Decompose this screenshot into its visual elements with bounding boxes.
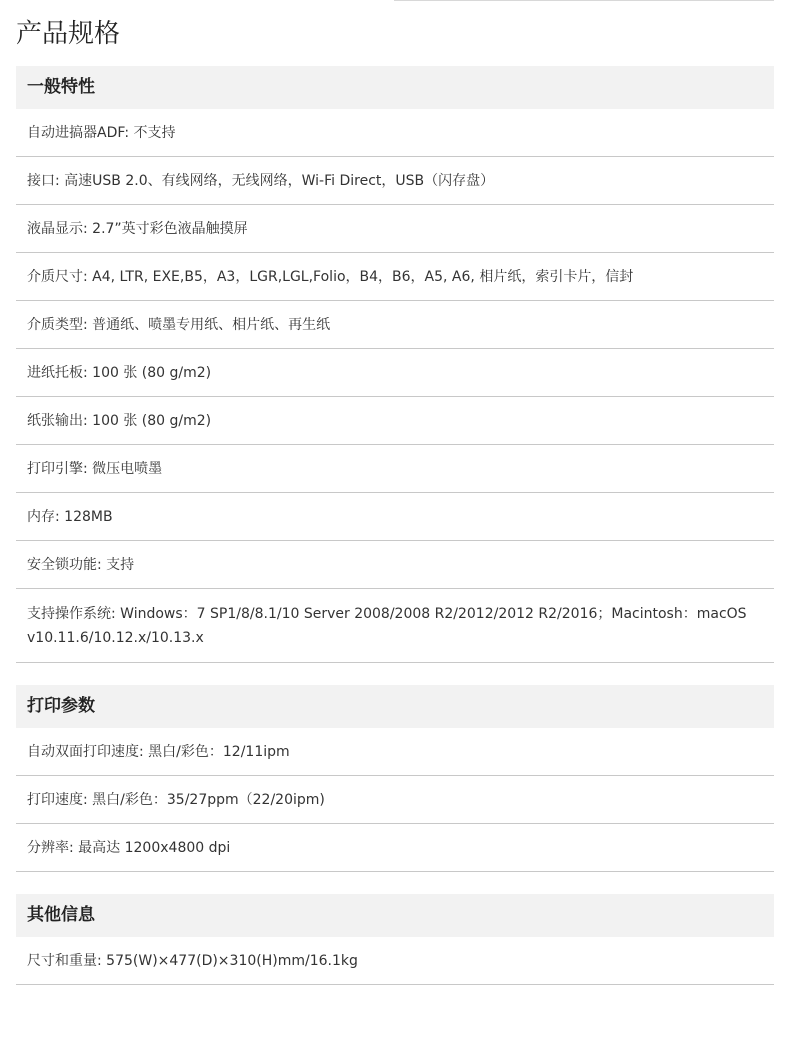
spec-row: 内存: 128MB xyxy=(16,493,774,541)
spec-row: 进纸托板: 100 张 (80 g/m2) xyxy=(16,349,774,397)
section-header: 其他信息 xyxy=(16,894,774,937)
spec-row: 打印引擎: 微压电喷墨 xyxy=(16,445,774,493)
spec-row: 接口: 高速USB 2.0、有线网络，无线网络，Wi-Fi Direct，USB（闪存盘） xyxy=(16,157,774,205)
spec-row: 打印速度: 黑白/彩色：35/27ppm（22/20ipm) xyxy=(16,776,774,824)
section-header: 打印参数 xyxy=(16,685,774,728)
spec-row: 液晶显示: 2.7”英寸彩色液晶触摸屏 xyxy=(16,205,774,253)
section-print-params xyxy=(16,685,774,872)
spec-table xyxy=(16,66,774,1007)
spec-row: 自动进搞器ADF: 不支持 xyxy=(16,109,774,157)
spec-row: 纸张输出: 100 张 (80 g/m2) xyxy=(16,397,774,445)
section-other-info xyxy=(16,894,774,985)
spec-row: 介质尺寸: A4, LTR, EXE,B5，A3，LGR,LGL,Folio，B4，B6，A5, A6, 相片纸，索引卡片，信封 xyxy=(16,253,774,301)
spec-row: 安全锁功能: 支持 xyxy=(16,541,774,589)
spec-row: 介质类型: 普通纸、喷墨专用纸、相片纸、再生纸 xyxy=(16,301,774,349)
spec-row: 尺寸和重量: 575(W)×477(D)×310(H)mm/16.1kg xyxy=(16,937,774,985)
spec-row: 支持操作系统: Windows：7 SP1/8/8.1/10 Server 2008/2008 R2/2012/2012 R2/2016；Macintosh：macOS v10.11.6/10.12.x/10.13.x xyxy=(16,589,774,663)
page-title: 产品规格 xyxy=(16,19,121,49)
section-header: 一般特性 xyxy=(16,66,774,109)
section-general xyxy=(16,66,774,663)
spec-row: 自动双面打印速度: 黑白/彩色：12/11ipm xyxy=(16,728,774,776)
spec-row: 分辨率: 最高达 1200x4800 dpi xyxy=(16,824,774,872)
top-divider xyxy=(394,0,774,1)
